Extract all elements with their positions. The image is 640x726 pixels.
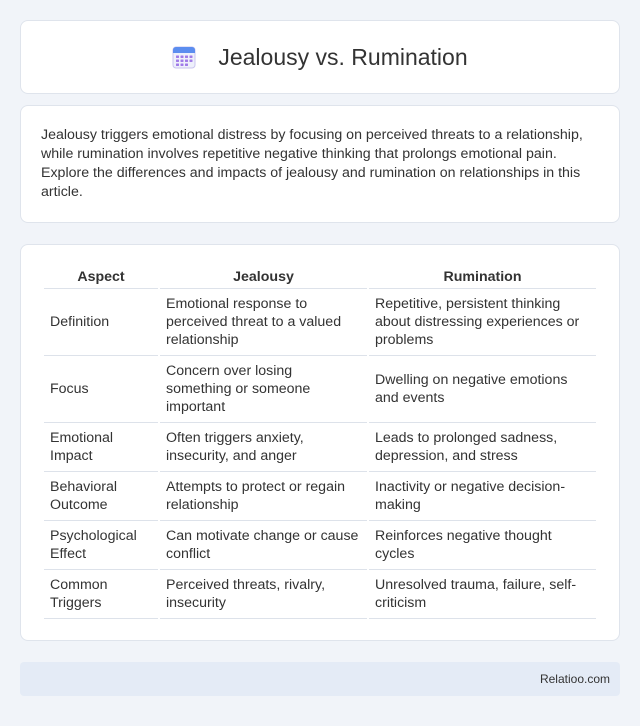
column-header-aspect: Aspect: [44, 265, 158, 289]
title-card: [20, 20, 620, 94]
cell-jealousy: Attempts to protect or regain relationship: [160, 472, 367, 521]
table-row: [44, 472, 596, 521]
calendar-icon: [172, 45, 196, 69]
cell-aspect: Behavioral Outcome: [44, 472, 158, 521]
table-row: [44, 570, 596, 619]
cell-rumination: Dwelling on negative emotions and events: [369, 356, 596, 423]
table-row: [44, 356, 596, 423]
footer-site-link[interactable]: Relatioo.com: [539, 672, 610, 686]
table-row: [44, 521, 596, 570]
cell-aspect: Emotional Impact: [44, 423, 158, 472]
intro-text: Jealousy triggers emotional distress by focusing on perceived threats to a relationship, while rumination involves repetitive negative thinking that prolongs emotional pain. Explore the differences and impacts of jealousy and rumination on relationships in this article.: [41, 127, 583, 200]
title-wrap: [172, 44, 467, 71]
cell-jealousy: Emotional response to perceived threat to a valued relationship: [160, 289, 367, 356]
footer: [20, 662, 620, 696]
cell-rumination: Unresolved trauma, failure, self-criticism: [369, 570, 596, 619]
cell-rumination: Inactivity or negative decision-making: [369, 472, 596, 521]
comparison-table: [42, 265, 598, 619]
cell-aspect: Focus: [44, 356, 158, 423]
cell-rumination: Reinforces negative thought cycles: [369, 521, 596, 570]
cell-aspect: Definition: [44, 289, 158, 356]
table-card: [20, 244, 620, 641]
cell-aspect: Common Triggers: [44, 570, 158, 619]
table-row: [44, 423, 596, 472]
cell-jealousy: Concern over losing something or someone important: [160, 356, 367, 423]
cell-jealousy: Can motivate change or cause conflict: [160, 521, 367, 570]
column-header-rumination: Rumination: [369, 265, 596, 289]
intro-card: [20, 105, 620, 223]
cell-jealousy: Often triggers anxiety, insecurity, and anger: [160, 423, 367, 472]
cell-rumination: Leads to prolonged sadness, depression, and stress: [369, 423, 596, 472]
table-header-row: [44, 265, 596, 289]
cell-jealousy: Perceived threats, rivalry, insecurity: [160, 570, 367, 619]
cell-aspect: Psychological Effect: [44, 521, 158, 570]
page-title: Jealousy vs. Rumination: [218, 43, 468, 70]
cell-rumination: Repetitive, persistent thinking about distressing experiences or problems: [369, 289, 596, 356]
table-row: [44, 289, 596, 356]
column-header-jealousy: Jealousy: [160, 265, 367, 289]
